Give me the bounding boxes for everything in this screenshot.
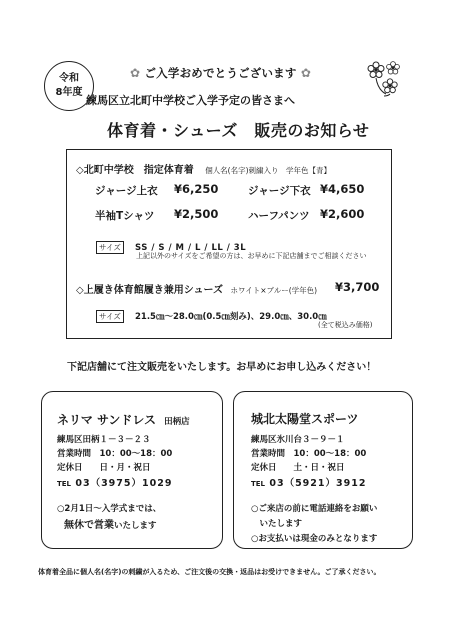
store-notice-1: ○2月1日～入学式までは、 xyxy=(57,504,162,514)
size-label: サイズ xyxy=(96,310,124,323)
price-jersey-top: ¥6,250 xyxy=(174,182,219,196)
store-name: 城北太陽堂スポーツ xyxy=(251,412,359,426)
uniform-note: 個人名(名字)刺繍入り 学年色【青】 xyxy=(205,166,332,175)
uniform-heading: ◇北町中学校 指定体育着 個人名(名字)刺繍入り 学年色【青】 xyxy=(76,165,332,176)
greeting-text: ご入学おめでとうございます xyxy=(144,66,297,80)
store-notice-3: ○お支払いは現金のみとなります xyxy=(251,534,378,544)
store-closed: 定休日 日・月・祝日 xyxy=(57,463,151,473)
phone-icon: TEL xyxy=(57,480,72,488)
store-phone-number: 03（5921）3912 xyxy=(269,478,367,489)
shoes-heading: ◇上履き体育館履き兼用シューズ ホワイト×ブルー(学年色) xyxy=(76,285,318,296)
store-address: 練馬区氷川台３－９－１ xyxy=(251,435,345,445)
price-shoes: ¥3,700 xyxy=(335,280,380,294)
store-phone-number: 03（3975）1029 xyxy=(75,478,173,489)
subtitle: 練馬区立北町中学校ご入学予定の皆さまへ xyxy=(86,94,295,107)
store-branch: 田柄店 xyxy=(164,417,190,427)
shoes-note: ホワイト×ブルー(学年色) xyxy=(230,286,318,295)
cherry-blossom-deco-icon xyxy=(364,58,406,98)
item-tshirt: 半袖Tシャツ xyxy=(95,210,155,222)
price-tshirt: ¥2,500 xyxy=(174,207,219,221)
page-title: 体育着・シューズ 販売のお知らせ xyxy=(107,121,370,140)
tax-note: (全て税込み価格) xyxy=(318,321,373,329)
greeting xyxy=(130,65,311,81)
store-notice-2: いたします xyxy=(251,519,303,529)
store-name: ネリマ サンドレス xyxy=(57,413,156,427)
store-hours: 営業時間 10：00～18：00 xyxy=(251,449,367,459)
store-title xyxy=(57,409,190,428)
item-jersey-bottom: ジャージ下衣 xyxy=(248,185,311,197)
store-intro: 下記店舗にて注文販売をいたします。お早めにお申し込みください！ xyxy=(67,362,377,373)
phone-icon: TEL xyxy=(251,480,266,488)
year-badge-year: 8年度 xyxy=(55,87,83,98)
store-notice-2: 無休で営業いたします xyxy=(64,520,157,531)
store-notice-1: ○ご来店の前に電話連絡をお願い xyxy=(251,504,378,514)
size-note: 上記以外のサイズをご希望の方は、お早めに下記店舗までご相談ください xyxy=(136,252,367,260)
store-phone xyxy=(251,475,366,489)
store-address: 練馬区田柄１－３－２３ xyxy=(57,435,151,445)
footer-note: 体育着全品に個人名(名字)の刺繍が入るため、ご注文後の交換・返品はお受けできません。ご了承ください。 xyxy=(38,568,381,576)
flower-icon: ✿ xyxy=(300,66,312,80)
size-label: サイズ xyxy=(96,241,124,254)
flower-icon: ✿ xyxy=(130,66,141,80)
size-list: SS / S / M / L / LL / 3L xyxy=(135,243,247,253)
shoes-sizes xyxy=(96,304,327,323)
store-phone xyxy=(57,475,172,489)
shoes-size-list: 21.5㎝〜28.0㎝(0.5㎝刻み)、29.0㎝、30.0㎝ xyxy=(135,312,327,322)
price-half-pants: ¥2,600 xyxy=(320,207,365,221)
item-half-pants: ハーフパンツ xyxy=(248,210,310,222)
price-jersey-bottom: ¥4,650 xyxy=(320,182,365,196)
item-jersey-top: ジャージ上衣 xyxy=(95,185,158,197)
store-hours: 営業時間 10：00～18：00 xyxy=(57,449,173,459)
year-badge-era: 令和 xyxy=(59,73,79,84)
store-closed: 定休日 土・日・祝日 xyxy=(251,463,345,473)
